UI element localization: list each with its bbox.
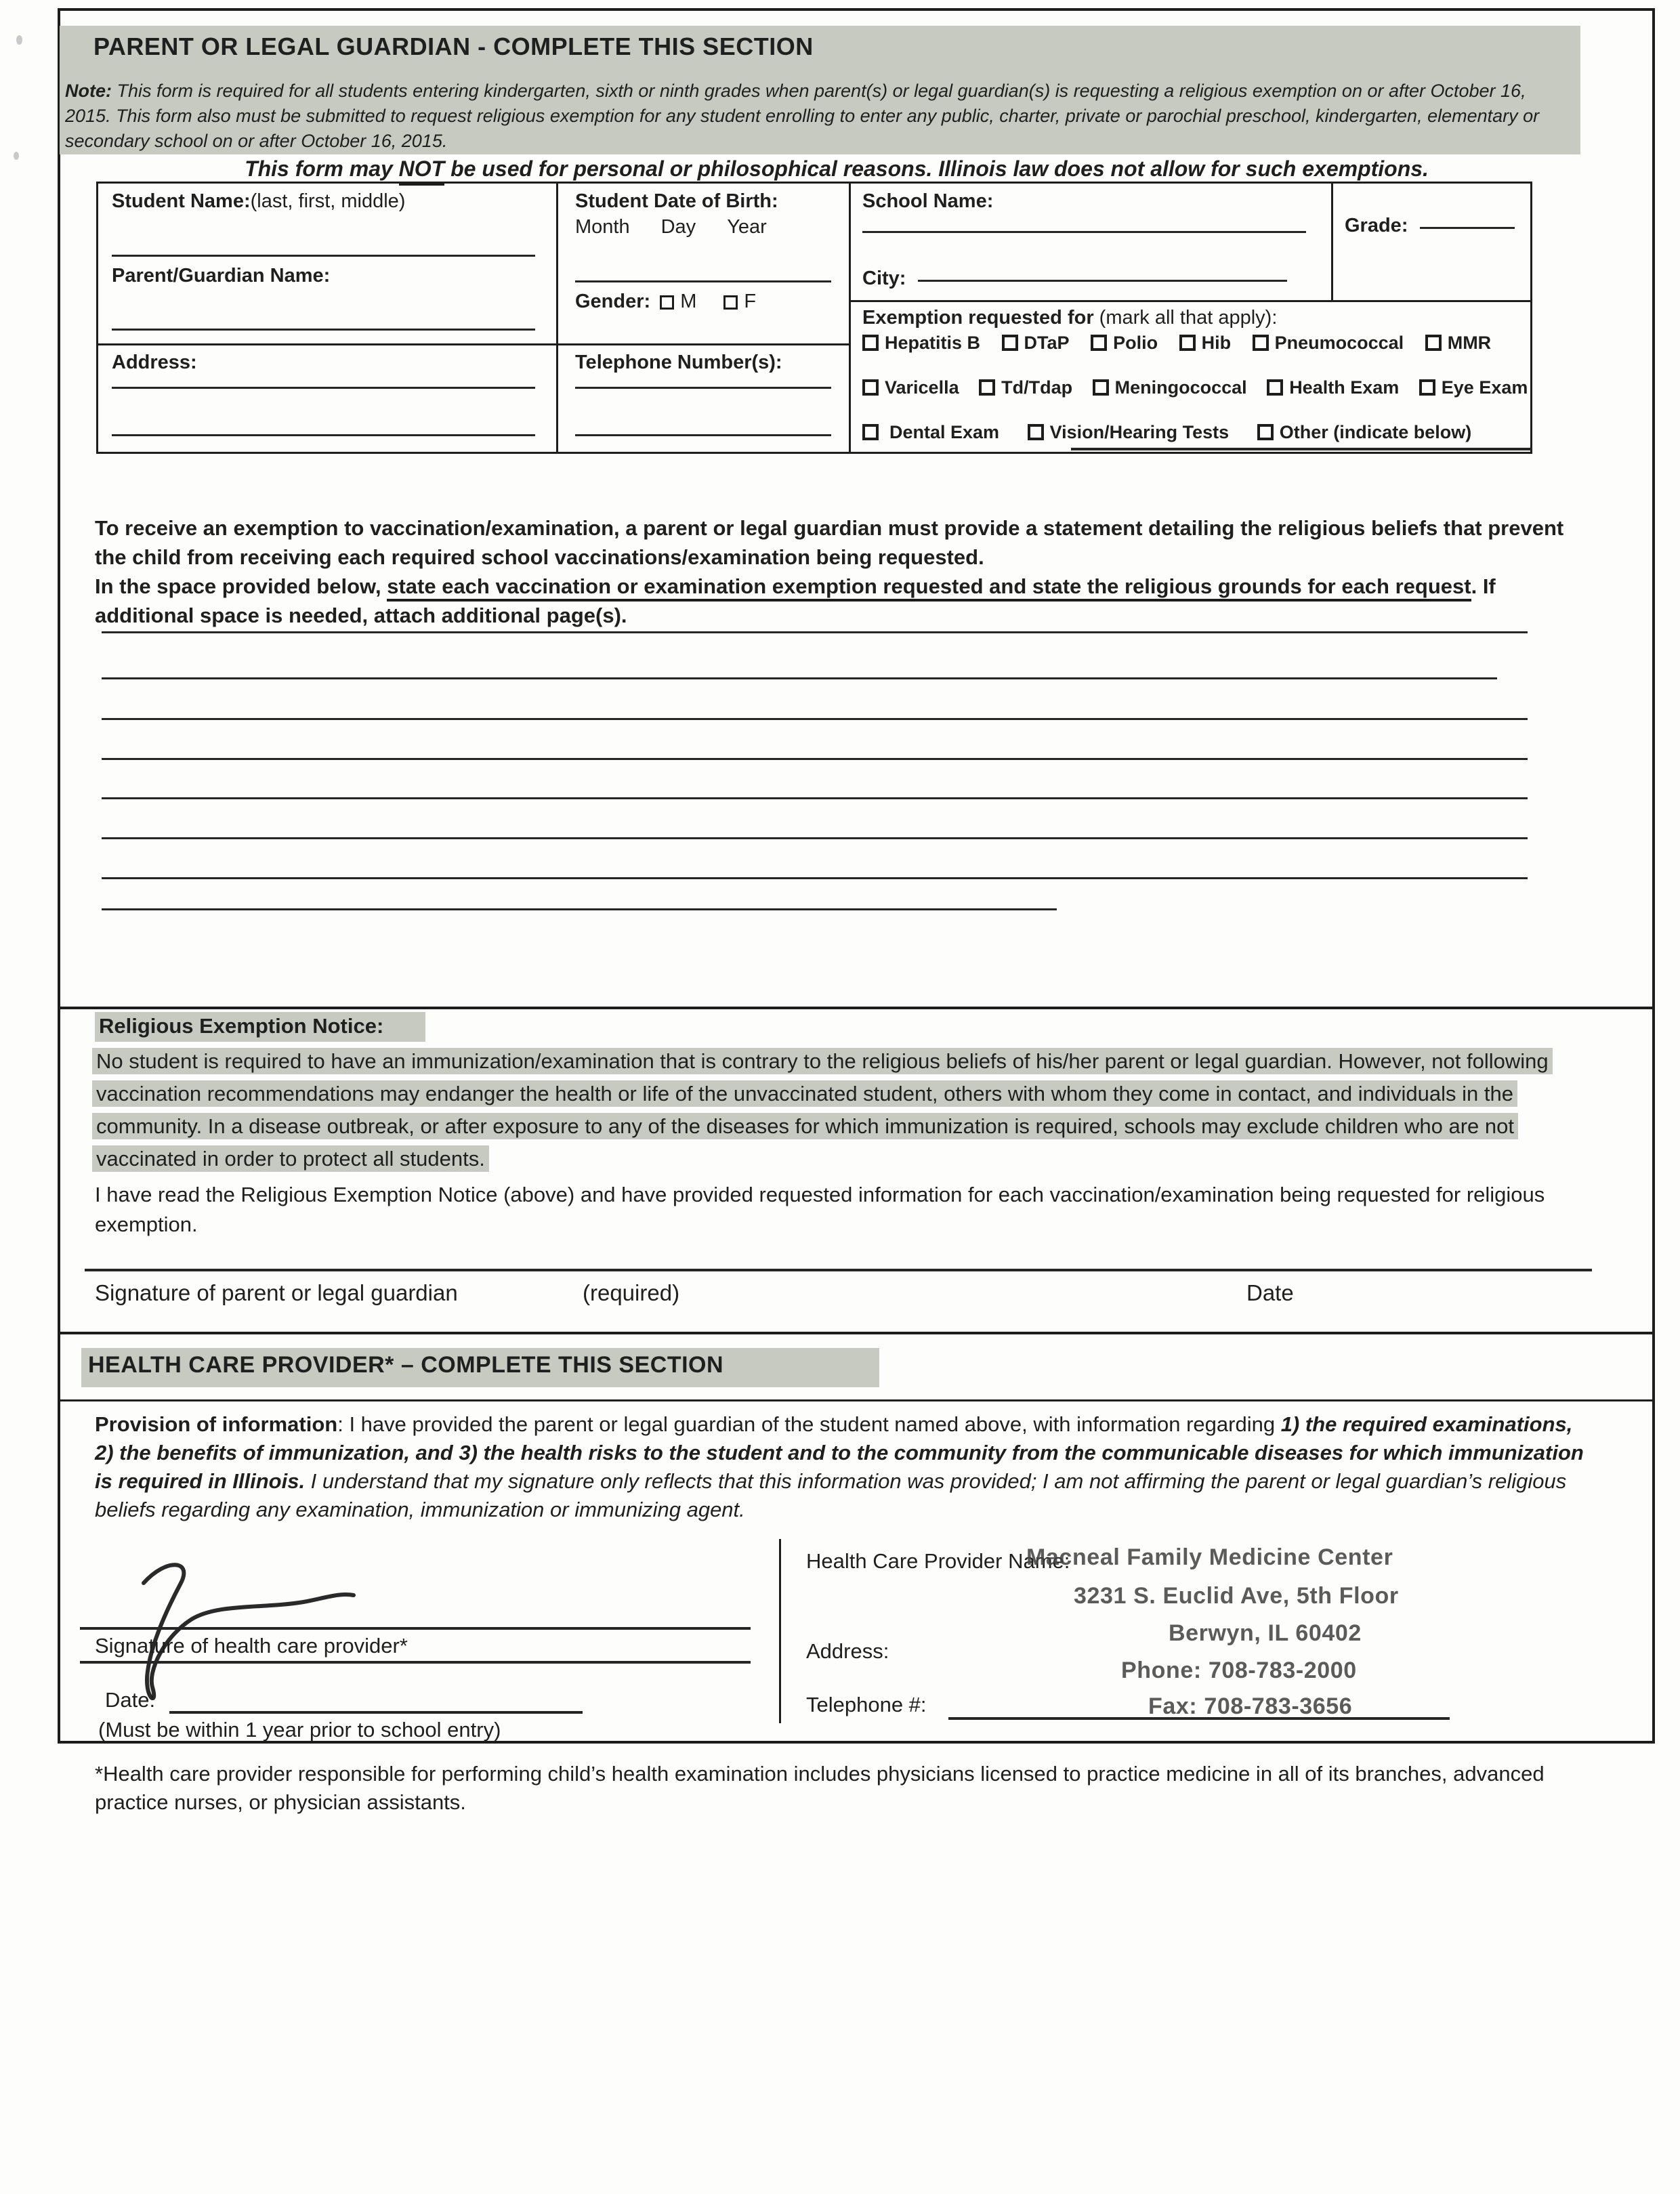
exemption-row-1 bbox=[862, 333, 1491, 354]
td-tdap-checkbox[interactable] bbox=[979, 379, 995, 396]
exemption-option-meningococcal: Meningococcal bbox=[1093, 377, 1247, 398]
provider-date-note: (Must be within 1 year prior to school entry) bbox=[98, 1718, 501, 1742]
phone-label: Telephone Number(s): bbox=[575, 352, 782, 373]
exemption-option-dental-exam: Dental Exam bbox=[862, 422, 999, 443]
table-divider bbox=[849, 300, 1532, 302]
exemption-row-3 bbox=[862, 422, 1471, 443]
meningococcal-checkbox[interactable] bbox=[1093, 379, 1109, 396]
parent-name-label: Parent/Guardian Name: bbox=[112, 265, 331, 287]
exemption-option-td-tdap: Td/Tdap bbox=[979, 377, 1072, 398]
statement-line-3[interactable] bbox=[102, 718, 1528, 720]
exemption-option-dtap: DTaP bbox=[1002, 333, 1070, 354]
student-name-hint: (last, first, middle) bbox=[250, 190, 406, 212]
parent-signature-required: (required) bbox=[583, 1280, 680, 1305]
gender-female-checkbox[interactable] bbox=[723, 295, 738, 310]
provider-name-label: Health Care Provider Name: bbox=[806, 1549, 1070, 1573]
exemption-option-health-exam: Health Exam bbox=[1267, 377, 1399, 398]
religious-exemption-notice-body: No student is required to have an immunization/examination that is contrary to the religious beliefs of his/her parent or legal guardian. However, not following vaccination recommendations may endanger the health or life of the unvaccinated student, others with whom they come in contact, and individuals in the community. In a disease outbreak, or after exposure to any of the diseases for which immunization is required, schools may exclude children who are not vaccinated in order to protect all students. bbox=[92, 1045, 1599, 1175]
gender-male-checkbox[interactable] bbox=[660, 295, 674, 310]
dob-columns bbox=[575, 216, 767, 238]
eye-exam-checkbox[interactable] bbox=[1419, 379, 1435, 396]
statement-line-1[interactable] bbox=[102, 631, 1528, 633]
table-divider bbox=[849, 184, 851, 452]
dental-exam-checkbox[interactable] bbox=[862, 424, 879, 440]
polio-checkbox[interactable] bbox=[1091, 335, 1107, 351]
no-philosophical-line: This form may NOT be used for personal or philosophical reasons. Illinois law does not allow for such exemptions. bbox=[102, 156, 1572, 182]
student-name-field[interactable] bbox=[112, 255, 535, 257]
provider-signature-underline bbox=[80, 1661, 751, 1664]
vision-hearing-checkbox[interactable] bbox=[1028, 424, 1044, 440]
underlined-instruction: state each vaccination or examination exemption requested and state the religious grounds for each request bbox=[387, 574, 1471, 602]
student-info-table bbox=[96, 182, 1532, 454]
parent-name-field[interactable] bbox=[112, 329, 535, 331]
grade-field[interactable] bbox=[1420, 227, 1515, 229]
dob-year-label: Year bbox=[727, 216, 767, 238]
city-label: City: bbox=[862, 268, 1275, 290]
section-rule bbox=[60, 1332, 1655, 1334]
provider-date-label: Date: bbox=[105, 1688, 156, 1712]
hepatitis-b-checkbox[interactable] bbox=[862, 335, 879, 351]
school-name-field[interactable] bbox=[862, 231, 1306, 233]
section-rule bbox=[60, 1399, 1655, 1401]
exemption-option-hib: Hib bbox=[1179, 333, 1232, 354]
exemption-option-vision-hearing: Vision/Hearing Tests bbox=[1028, 422, 1230, 443]
hib-checkbox[interactable] bbox=[1179, 335, 1196, 351]
scan-artifact bbox=[16, 35, 22, 45]
mmr-checkbox[interactable] bbox=[1425, 335, 1442, 351]
provider-stamp-line2: 3231 S. Euclid Ave, 5th Floor bbox=[1074, 1583, 1399, 1609]
other-write-in-line[interactable] bbox=[1071, 448, 1532, 450]
religious-exemption-notice-title: Religious Exemption Notice: bbox=[95, 1012, 425, 1042]
provider-stamp-line4: Phone: 708-783-2000 bbox=[1121, 1658, 1357, 1683]
gender-option-m: M bbox=[660, 291, 696, 312]
gender-label: Gender: bbox=[575, 291, 651, 312]
statement-line-7[interactable] bbox=[102, 877, 1528, 879]
dob-field[interactable] bbox=[575, 280, 831, 282]
gender-row bbox=[575, 291, 756, 313]
dob-month-label: Month bbox=[575, 216, 630, 238]
statement-instructions bbox=[95, 513, 1595, 630]
statement-line-5[interactable] bbox=[102, 797, 1528, 799]
not-underlined: NOT bbox=[399, 156, 445, 186]
gender-option-f: F bbox=[723, 291, 756, 312]
parent-signature-date-label: Date bbox=[1246, 1280, 1294, 1305]
provider-column-divider bbox=[779, 1539, 781, 1723]
parent-signature-label: Signature of parent or legal guardian bbox=[95, 1280, 458, 1305]
address-field-line2[interactable] bbox=[112, 434, 535, 436]
provision-of-information: Provision of information: I have provided the parent or legal guardian of the student named above, with information regarding 1) the required examinations, 2) the benefits of immunization, and 3) the health risks to the student and to the community from the communicable diseases for which immunization is required in Illinois. I understand that my signature only reflects that this information was provided; I am not affirming the parent or legal guardian’s religious beliefs regarding any examination, immunization or immunizing agent. bbox=[95, 1412, 1584, 1521]
pneumococcal-checkbox[interactable] bbox=[1253, 335, 1269, 351]
exemption-option-eye-exam: Eye Exam bbox=[1419, 377, 1528, 398]
statement-line-6[interactable] bbox=[102, 837, 1528, 839]
exemption-option-other: Other (indicate below) bbox=[1257, 422, 1472, 443]
phone-field-line1[interactable] bbox=[575, 387, 831, 389]
exemption-requested-label: Exemption requested for (mark all that apply): bbox=[862, 307, 1278, 329]
phone-field-line2[interactable] bbox=[575, 434, 831, 436]
dtap-checkbox[interactable] bbox=[1002, 335, 1018, 351]
statement-line-8[interactable] bbox=[102, 908, 1057, 910]
provider-stamp-line1: Macneal Family Medicine Center bbox=[1026, 1544, 1393, 1570]
table-divider bbox=[556, 184, 558, 452]
address-label: Address: bbox=[112, 352, 197, 373]
statement-line-4[interactable] bbox=[102, 758, 1528, 760]
grade-label: Grade: bbox=[1345, 215, 1503, 237]
provider-stamp-line3: Berwyn, IL 60402 bbox=[1169, 1620, 1362, 1646]
provider-stamp-line5: Fax: 708-783-3656 bbox=[1148, 1693, 1353, 1719]
statement-paragraph-2: In the space provided below, state each vaccination or examination exemption requested and state the religious grounds for each request. If additional space is needed, attach additional page(s). bbox=[95, 574, 1496, 627]
health-exam-checkbox[interactable] bbox=[1267, 379, 1283, 396]
section-title-parent: PARENT OR LEGAL GUARDIAN - COMPLETE THIS SECTION bbox=[93, 33, 814, 60]
header-highlight-band bbox=[60, 26, 1580, 154]
header-note bbox=[65, 79, 1574, 154]
table-divider bbox=[98, 343, 851, 345]
city-field[interactable] bbox=[918, 280, 1287, 282]
footer-asterisk-note: *Health care provider responsible for performing child’s health examination includes physicians licensed to practice medicine in all of its branches, advanced practice nurses, or physician assistants. bbox=[95, 1762, 1545, 1814]
student-name-label: Student Name:(last, first, middle) bbox=[112, 190, 406, 212]
section-title-provider: HEALTH CARE PROVIDER* – COMPLETE THIS SECTION bbox=[88, 1352, 724, 1378]
provider-phone-label: Telephone #: bbox=[806, 1693, 927, 1716]
other-checkbox[interactable] bbox=[1257, 424, 1274, 440]
provider-signature-label: Signature of health care provider* bbox=[95, 1634, 408, 1658]
section-rule bbox=[60, 1007, 1655, 1009]
exemption-option-hepatitis-b: Hepatitis B bbox=[862, 333, 980, 354]
provider-address-label: Address: bbox=[806, 1639, 889, 1663]
exemption-option-polio: Polio bbox=[1091, 333, 1158, 354]
statement-line-2[interactable] bbox=[102, 677, 1497, 679]
exemption-row-2 bbox=[862, 377, 1528, 398]
provider-date-field[interactable] bbox=[169, 1711, 583, 1714]
table-divider bbox=[1331, 184, 1333, 300]
scan-artifact bbox=[14, 152, 19, 160]
notice-acknowledgement: I have read the Religious Exemption Notice (above) and have provided requested information for each vaccination/examination being requested for religious exemption. bbox=[95, 1183, 1545, 1236]
exemption-option-mmr: MMR bbox=[1425, 333, 1491, 354]
varicella-checkbox[interactable] bbox=[862, 379, 879, 396]
note-text: This form is required for all students entering kindergarten, sixth or ninth grades when parent(s) or legal guardian(s) is requesting a religious exemption on or after October 16, 2015. This form also must be submitted to request religious exemption for any student enrolling to enter any public, charter, private or parochial preschool, kindergarten, elementary or secondary school on or after October 16, 2015. bbox=[65, 81, 1540, 151]
address-field-line1[interactable] bbox=[112, 387, 535, 389]
dob-label: Student Date of Birth: bbox=[575, 190, 778, 212]
parent-signature-line[interactable] bbox=[85, 1269, 1592, 1271]
statement-paragraph-1: To receive an exemption to vaccination/examination, a parent or legal guardian must provide a statement detailing the religious beliefs that prevent the child from receiving each required school vaccinations/examination being requested. bbox=[95, 516, 1564, 569]
provider-signature-line[interactable] bbox=[80, 1627, 751, 1630]
note-label: Note: bbox=[65, 81, 112, 101]
school-name-label: School Name: bbox=[862, 190, 994, 212]
dob-day-label: Day bbox=[660, 216, 696, 238]
exemption-option-pneumococcal: Pneumococcal bbox=[1253, 333, 1404, 354]
exemption-option-varicella: Varicella bbox=[862, 377, 959, 398]
